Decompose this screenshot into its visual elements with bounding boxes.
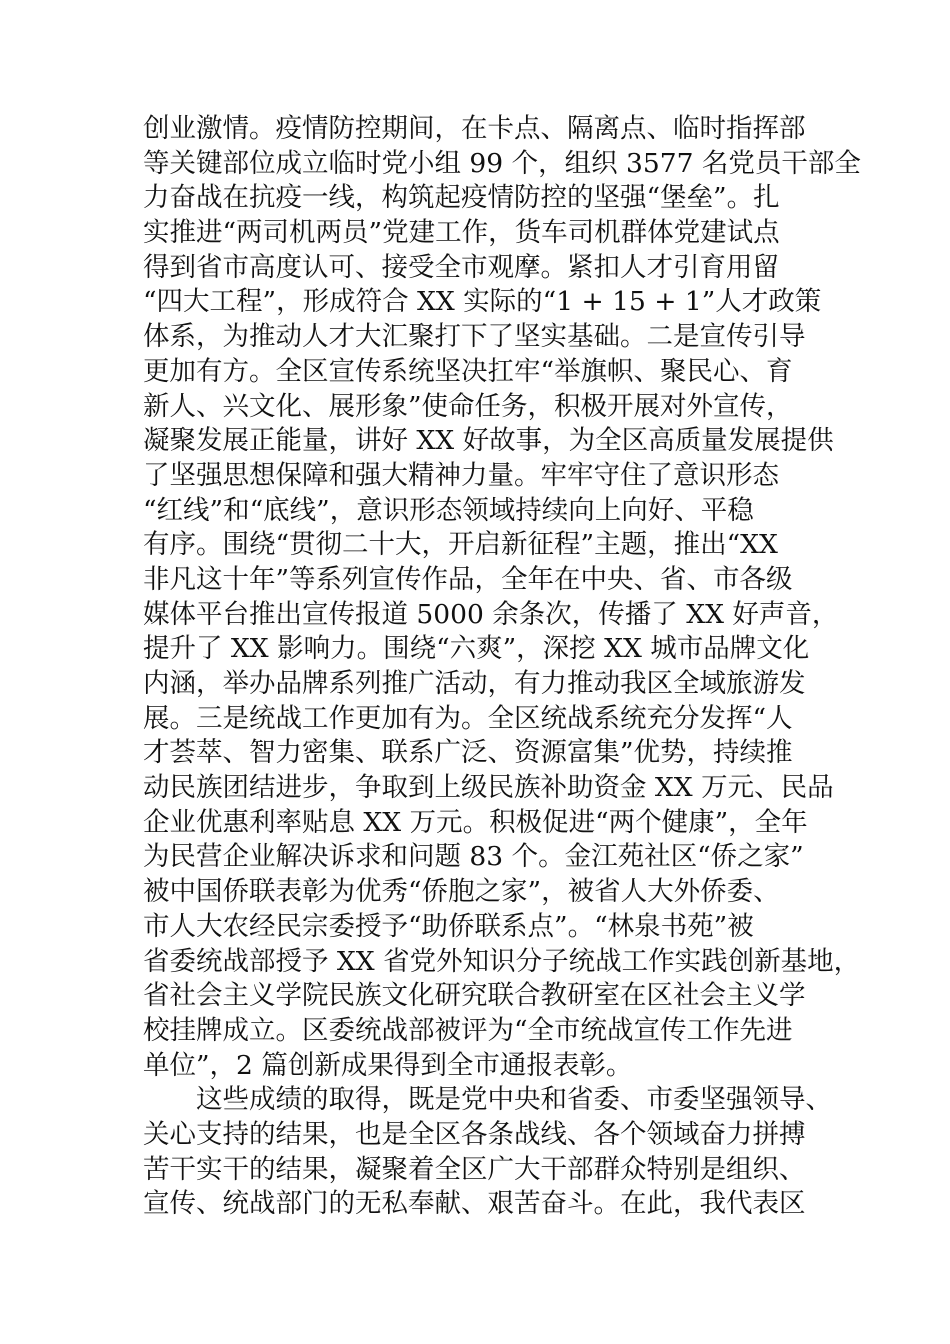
text-line-9: 新人、兴文化、展形象”使命任务，积极开展对外宣传， xyxy=(143,390,793,422)
text-line-4: 实推进“两司机两员”党建工作，货车司机群体党建试点 xyxy=(143,217,780,249)
text-line-24: 市人大农经民宗委授予“助侨联系点”。“林泉书苑”被 xyxy=(143,910,754,942)
text-line-7: 体系，为推动人才大汇聚打下了坚实基础。二是宣传引导 xyxy=(143,321,806,353)
text-line-15: 媒体平台推出宣传报道 5000 余条次，传播了 XX 好声音， xyxy=(143,598,839,630)
text-line-12: “红线”和“底线”，意识形态领域持续向上向好、平稳 xyxy=(143,494,754,526)
paragraph-2-line-4: 宣传、统战部门的无私奉献、艰苦奋斗。在此，我代表区 xyxy=(143,1188,806,1220)
text-line-21: 企业优惠利率贴息 XX 万元。积极促进“两个健康”，全年 xyxy=(143,806,808,838)
text-line-25: 省委统战部授予 XX 省党外知识分子统战工作实践创新基地， xyxy=(143,945,861,977)
text-line-19: 才荟萃、智力密集、联系广泛、资源富集”优势，持续推 xyxy=(143,737,793,769)
paragraph-2-line-2: 关心支持的结果，也是全区各条战线、各个领域奋力拼搏 xyxy=(143,1118,806,1150)
text-line-6: “四大工程”，形成符合 XX 实际的“1 + 15 + 1”人才政策 xyxy=(143,286,822,318)
text-line-20: 动民族团结进步，争取到上级民族补助资金 XX 万元、民品 xyxy=(143,772,834,804)
text-line-1: 创业激情。疫情防控期间，在卡点、隔离点、临时指挥部 xyxy=(143,113,806,144)
text-line-11: 了坚强思想保障和强大精神力量。牢牢守住了意识形态 xyxy=(143,459,779,491)
text-line-2: 等关键部位成立临时党小组 99 个，组织 3577 名党员干部全 xyxy=(143,147,861,179)
text-line-5: 得到省市高度认可、接受全市观摩。紧扣人才引育用留 xyxy=(143,251,779,283)
text-line-10: 凝聚发展正能量，讲好 XX 好故事，为全区高质量发展提供 xyxy=(143,425,834,457)
text-line-28: 单位”，2 篇创新成果得到全市通报表彰。 xyxy=(143,1049,633,1081)
text-line-23: 被中国侨联表彰为优秀“侨胞之家”，被省人大外侨委、 xyxy=(143,876,780,908)
text-line-18: 展。三是统战工作更加有为。全区统战系统充分发挥“人 xyxy=(143,702,793,734)
text-line-16: 提升了 XX 影响力。围绕“六爽”，深挖 XX 城市品牌文化 xyxy=(143,633,810,665)
body-text xyxy=(143,112,861,1222)
text-line-26: 省社会主义学院民族文化研究联合教研室在区社会主义学 xyxy=(143,980,806,1012)
paragraph-2-line-3: 苦干实干的结果，凝聚着全区广大干部群众特别是组织、 xyxy=(143,1153,806,1185)
text-line-3: 力奋战在抗疫一线，构筑起疫情防控的坚强“堡垒”。扎 xyxy=(143,182,780,214)
text-line-13: 有序。围绕“贯彻二十大，开启新征程”主题，推出“XX xyxy=(143,529,778,561)
paragraph-2-line-1: 这些成绩的取得，既是党中央和省委、市委坚强领导、 xyxy=(196,1084,832,1116)
text-line-22: 为民营企业解决诉求和问题 83 个。金江苑社区“侨之家” xyxy=(143,841,804,873)
text-line-27: 校挂牌成立。区委统战部被评为“全市统战宣传工作先进 xyxy=(143,1014,793,1046)
text-line-14: 非凡这十年”等系列宣传作品，全年在中央、省、市各级 xyxy=(143,563,793,595)
text-line-17: 内涵，举办品牌系列推广活动，有力推动我区全域旅游发 xyxy=(143,668,806,699)
text-line-8: 更加有方。全区宣传系统坚决扛牢“举旗帜、聚民心、育 xyxy=(143,355,793,387)
